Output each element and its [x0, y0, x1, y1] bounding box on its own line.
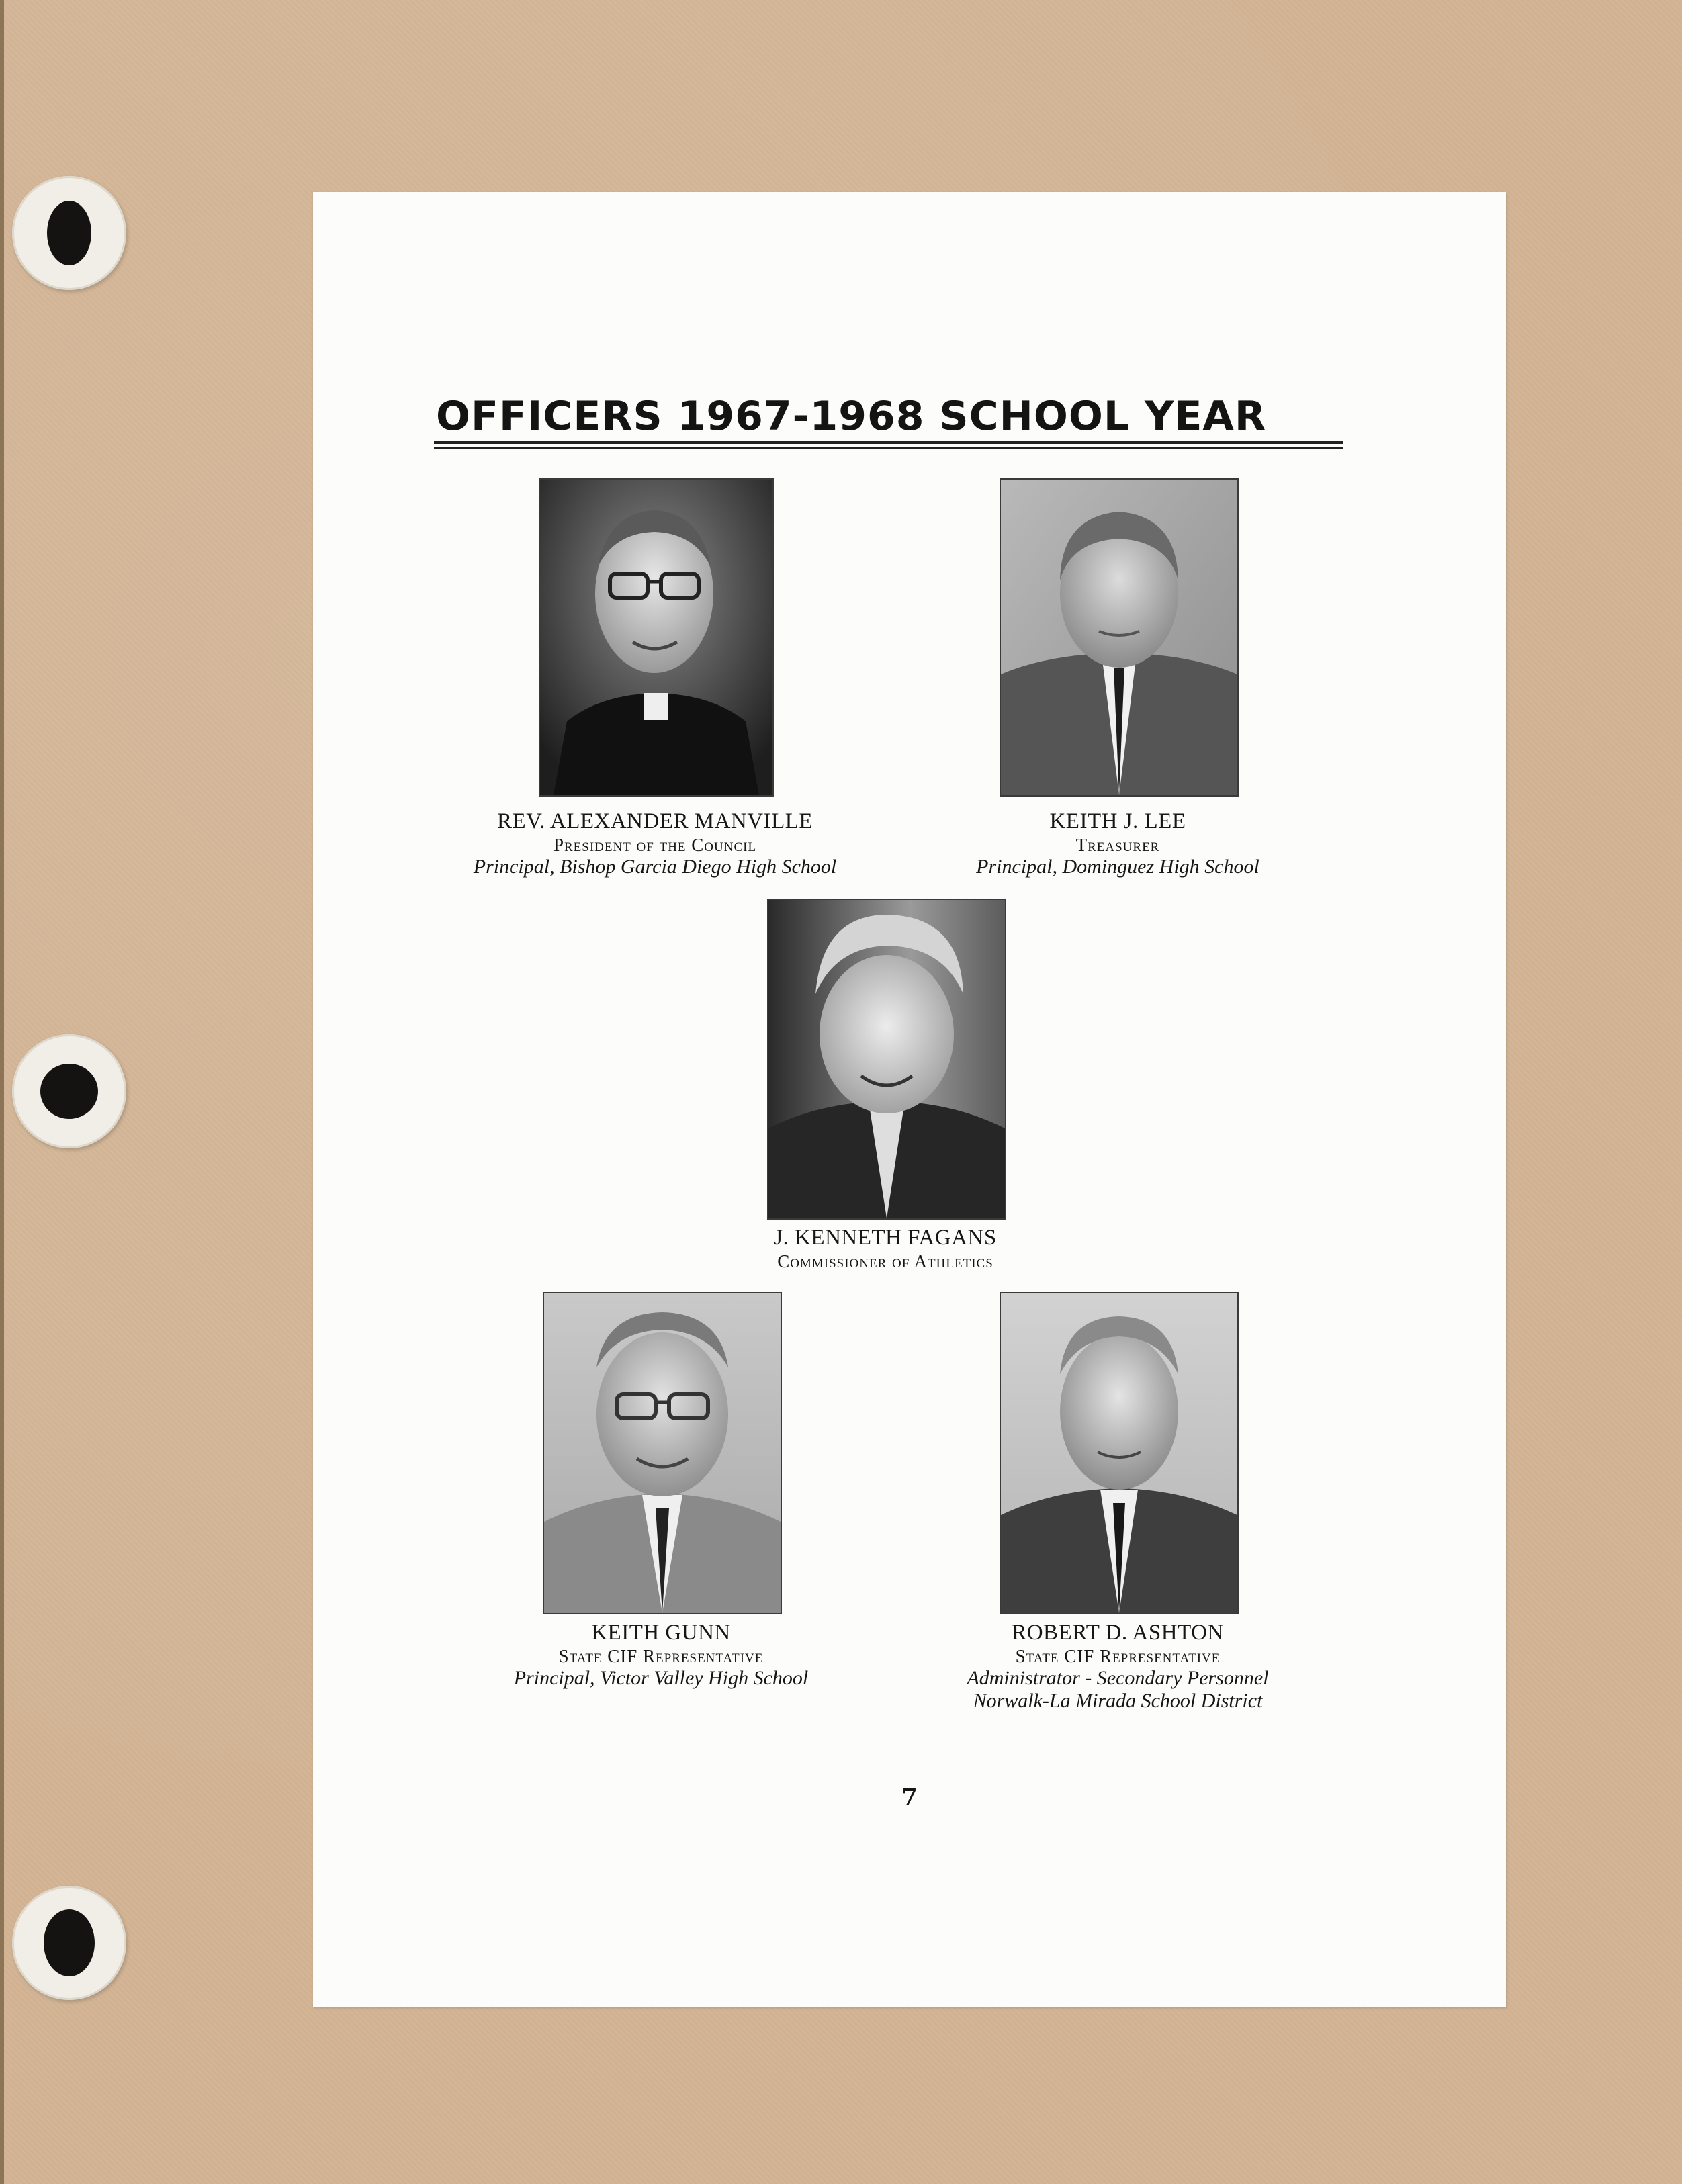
document-page — [313, 192, 1506, 2007]
officer-title: State CIF Representative — [1015, 1646, 1221, 1666]
portrait-photo-lee — [1000, 478, 1239, 797]
hole-icon — [40, 1064, 98, 1119]
portrait-photo-gunn — [543, 1292, 782, 1614]
page-number: 7 — [901, 1784, 918, 1811]
binder-hole-bottom — [12, 1886, 126, 2000]
officer-name: KEITH GUNN — [591, 1621, 731, 1645]
officer-name: KEITH J. LEE — [1049, 809, 1186, 833]
hole-icon — [44, 1909, 95, 1976]
officer-name: REV. ALEXANDER MANVILLE — [496, 809, 813, 833]
portrait-photo-manville — [539, 478, 774, 797]
caption-gunn — [419, 1620, 903, 1690]
caption-lee — [876, 809, 1360, 878]
portrait-photo-ashton — [1000, 1292, 1239, 1614]
officer-role: Principal, Victor Valley High School — [513, 1667, 809, 1689]
officer-name: ROBERT D. ASHTON — [1012, 1621, 1224, 1645]
binder-hole-top — [12, 176, 126, 290]
officer-title: State CIF Representative — [558, 1646, 764, 1666]
officer-role: Principal, Bishop Garcia Diego High School — [473, 856, 837, 878]
board-edge — [0, 0, 4, 2184]
caption-ashton — [876, 1620, 1360, 1713]
officer-role-line-2: Norwalk-La Mirada School District — [973, 1690, 1263, 1712]
caption-manville — [413, 809, 897, 878]
hole-icon — [47, 201, 91, 265]
officer-title: Commissioner of Athletics — [777, 1251, 993, 1271]
page-heading: OFFICERS 1967-1968 SCHOOL YEAR — [436, 393, 1267, 440]
binder-hole-middle — [12, 1034, 126, 1148]
officer-name: J. KENNETH FAGANS — [774, 1226, 997, 1250]
heading-rule-thick — [434, 441, 1343, 444]
officer-title: Treasurer — [1075, 835, 1160, 855]
officer-role: Principal, Dominguez High School — [976, 856, 1259, 878]
officer-title: President of the Council — [553, 835, 757, 855]
caption-fagans — [644, 1225, 1127, 1272]
heading-rule-thin — [434, 447, 1343, 449]
portrait-photo-fagans — [767, 899, 1006, 1220]
officer-role: Administrator - Secondary Personnel — [967, 1667, 1269, 1689]
